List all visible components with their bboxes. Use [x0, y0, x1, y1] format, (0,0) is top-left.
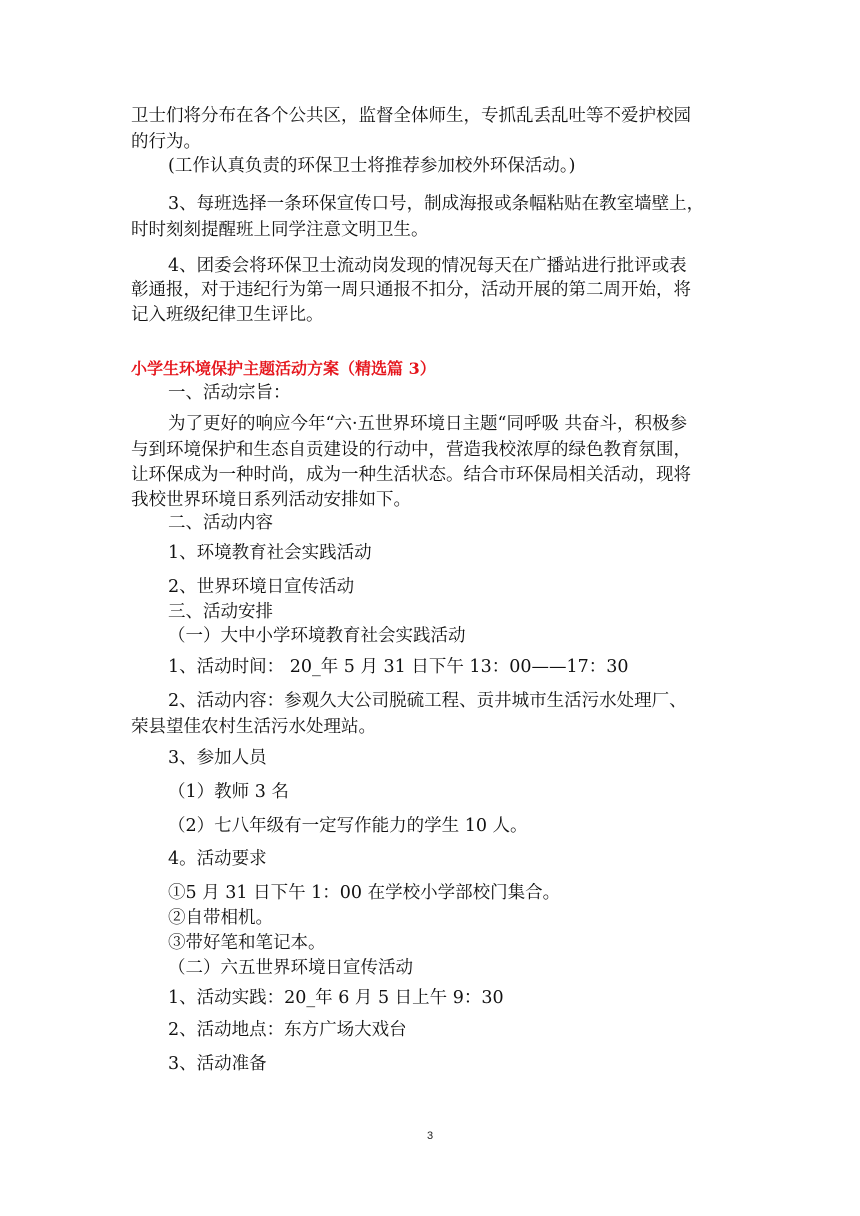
paragraph-line: 时时刻刻提醒班上同学注意文明卫生。	[131, 220, 429, 240]
paragraph-line: 1、活动时间： 20_年 5 月 31 日下午 13：00——17：30	[168, 657, 629, 677]
paragraph-line: ①5 月 31 日下午 1：00 在学校小学部校门集合。	[168, 883, 561, 903]
paragraph-line: 与到环境保护和生态自贡建设的行动中，营造我校浓厚的绿色教育氛围，	[131, 440, 691, 460]
paragraph-line: 记入班级纪律卫生评比。	[131, 305, 324, 325]
paragraph-line: 1、环境教育社会实践活动	[168, 543, 372, 563]
paragraph-line: 彰通报，对于违纪行为第一周只通报不扣分，活动开展的第二周开始，将	[131, 280, 691, 300]
paragraph-line: 1、活动实践：20_年 6 月 5 日上午 9：30	[168, 988, 504, 1008]
paragraph-line: 二、活动内容	[168, 513, 273, 533]
paragraph-line: （2）七八年级有一定写作能力的学生 10 人。	[168, 816, 528, 836]
paragraph-line: 2、世界环境日宣传活动	[168, 577, 355, 597]
paragraph-line: （二）六五世界环境日宣传活动	[168, 958, 413, 978]
paragraph-line: 卫士们将分布在各个公共区，监督全体师生，专抓乱丢乱吐等不爱护校园	[131, 106, 691, 126]
paragraph-line: 3、活动准备	[168, 1054, 267, 1074]
paragraph-line: ②自带相机。	[168, 908, 273, 928]
paragraph-line: 2、活动地点：东方广场大戏台	[168, 1020, 407, 1040]
paragraph-line: 三、活动安排	[168, 602, 273, 622]
paragraph-line: 我校世界环境日系列活动安排如下。	[131, 490, 411, 510]
paragraph-line: 3、每班选择一条环保宣传口号，制成海报或条幅粘贴在教室墙壁上，	[168, 194, 705, 214]
paragraph-line: 荣县望佳农村生活污水处理站。	[131, 717, 376, 737]
paragraph-line: 为了更好的响应今年“六·五世界环境日主题“同呼吸 共奋斗，积极参	[168, 414, 688, 434]
paragraph-line: 一、活动宗旨：	[168, 383, 291, 403]
paragraph-line: 2、活动内容：参观久大公司脱硫工程、贡井城市生活污水处理厂、	[168, 691, 687, 711]
paragraph-line: 让环保成为一种时尚，成为一种生活状态。结合市环保局相关活动，现将	[131, 465, 691, 485]
paragraph-line: （一）大中小学环境教育社会实践活动	[168, 626, 466, 646]
paragraph-line: 3、参加人员	[168, 748, 267, 768]
page-number: 3	[426, 1130, 434, 1142]
paragraph-line: 的行为。	[131, 132, 201, 152]
paragraph-line: (工作认真负责的环保卫士将推荐参加校外环保活动。)	[168, 156, 576, 176]
paragraph-line: 4、团委会将环保卫士流动岗发现的情况每天在广播站进行批评或表	[168, 256, 687, 276]
paragraph-line: ③带好笔和笔记本。	[168, 933, 326, 953]
section-heading: 小学生环境保护主题活动方案（精选篇 3）	[131, 359, 436, 378]
paragraph-line: 4。活动要求	[168, 849, 267, 869]
paragraph-line: （1）教师 3 名	[168, 782, 289, 802]
